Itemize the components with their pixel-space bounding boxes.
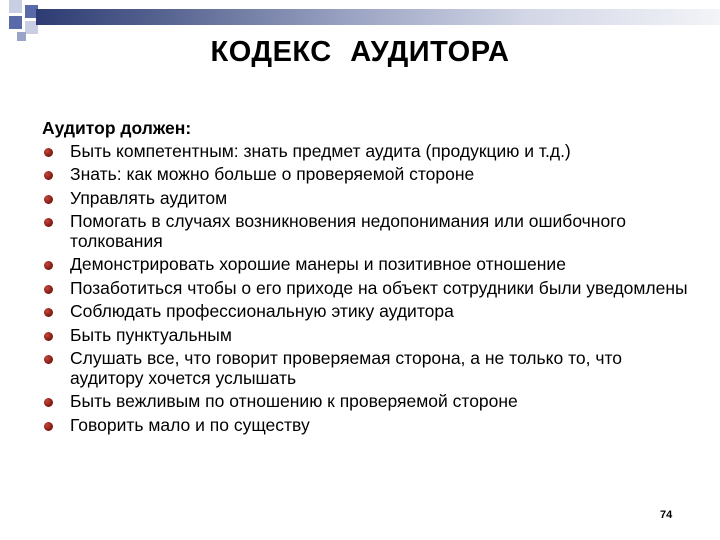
list-item bbox=[42, 279, 692, 299]
list-item bbox=[42, 326, 692, 346]
bullet-icon bbox=[44, 355, 53, 364]
list-item bbox=[42, 165, 692, 185]
list-item-text: Быть пунктуальным bbox=[70, 324, 232, 345]
list-item-text: Слушать все, что говорит проверяемая сторона, а не только то, что аудитору хочется услышать bbox=[70, 348, 623, 388]
list-item-text: Знать: как можно больше о проверяемой стороне bbox=[70, 164, 475, 184]
slide-body bbox=[42, 119, 692, 439]
list-item bbox=[42, 392, 692, 412]
list-item-text: Управлять аудитом bbox=[70, 187, 228, 208]
bullet-icon bbox=[44, 148, 53, 157]
bullet-icon bbox=[44, 218, 53, 227]
list-item bbox=[42, 349, 692, 388]
slide-title: КОДЕКС АУДИТОРА bbox=[210, 36, 510, 68]
bullet-icon bbox=[44, 171, 53, 180]
bullet-icon bbox=[44, 285, 53, 294]
list-item-text: Помогать в случаях возникновения недопонимания или ошибочного толкования bbox=[70, 211, 626, 251]
list-item-text: Позаботиться чтобы о его приходе на объект сотрудники были уведомлены bbox=[70, 277, 688, 298]
bullet-icon bbox=[44, 422, 53, 431]
list-item-text: Говорить мало и по существу bbox=[70, 414, 310, 435]
bullet-icon bbox=[44, 195, 53, 204]
header-gradient-band bbox=[36, 9, 720, 25]
bullet-icon bbox=[44, 398, 53, 407]
bullet-list bbox=[42, 142, 692, 436]
list-item bbox=[42, 416, 692, 436]
list-item bbox=[42, 302, 692, 322]
page-number: 74 bbox=[660, 509, 673, 521]
list-item-text: Соблюдать профессиональную этику аудитора bbox=[70, 301, 454, 321]
list-item-text: Быть компетентным: знать предмет аудита (продукцию и т.д.) bbox=[70, 140, 571, 161]
list-item bbox=[42, 189, 692, 209]
list-item bbox=[42, 212, 692, 251]
bullet-icon bbox=[44, 308, 53, 317]
list-item bbox=[42, 255, 692, 275]
list-item-text: Быть вежливым по отношению к проверяемой стороне bbox=[70, 391, 518, 411]
bullet-icon bbox=[44, 332, 53, 341]
list-item-text: Демонстрировать хорошие манеры и позитивное отношение bbox=[70, 254, 566, 274]
bullet-icon bbox=[44, 261, 53, 270]
intro-heading: Аудитор должен: bbox=[42, 118, 192, 138]
list-item bbox=[42, 142, 692, 162]
